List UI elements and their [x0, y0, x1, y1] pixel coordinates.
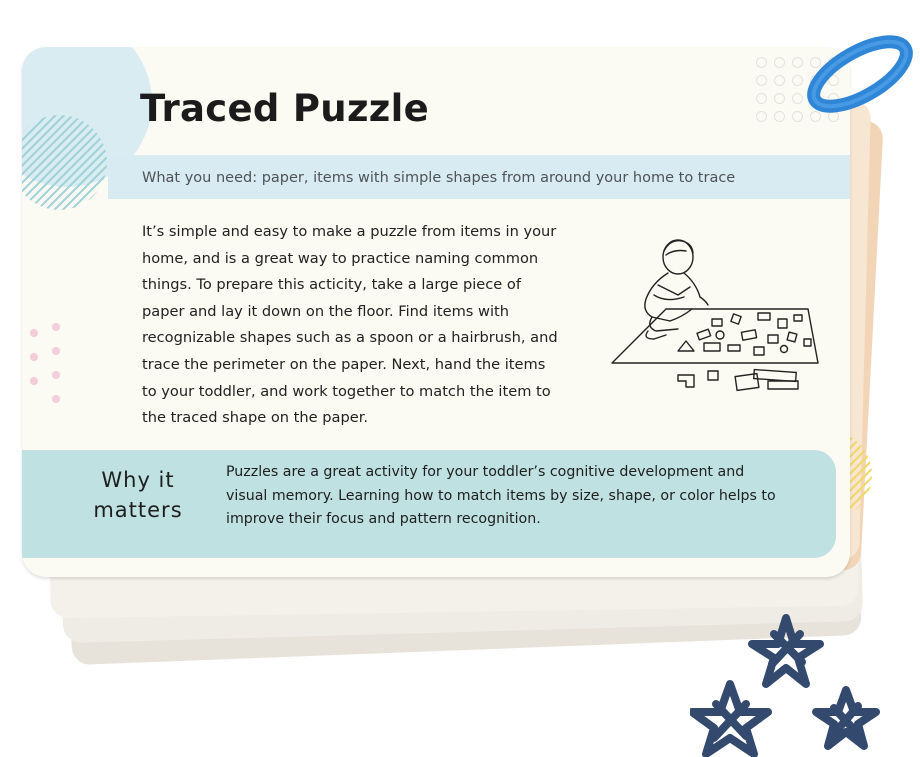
materials-text: What you need: paper, items with simple shapes from around your home to trace — [142, 170, 736, 186]
why-it-matters-heading — [78, 465, 198, 525]
instructions-line: the traced shape on the paper. — [142, 409, 368, 427]
ring-clip-icon — [760, 26, 920, 146]
instructions-line: trace the perimeter on the paper. Next, hand the items — [142, 355, 546, 373]
card-title: Traced Puzzle — [140, 87, 429, 130]
activity-card[interactable] — [22, 47, 850, 577]
hatched-circle-decoration — [22, 115, 107, 210]
instructions-text — [142, 219, 582, 432]
instructions-line: home, and is a great way to practice naming common — [142, 249, 539, 267]
why-heading-line: Why it — [101, 468, 175, 492]
instructions-line: recognizable shapes such as a spoon or a hairbrush, and — [142, 329, 558, 347]
star-doodle-icon — [692, 684, 768, 754]
star-doodles — [690, 600, 920, 757]
instructions-line: paper and lay it down on the floor. Find items with — [142, 302, 509, 320]
instructions-line: things. To prepare this acticity, take a large piece of — [142, 276, 521, 294]
star-doodle-icon — [752, 618, 820, 684]
instructions-line: It’s simple and easy to make a puzzle from items in your — [142, 223, 557, 240]
why-text-line: visual memory. Learning how to match items by size, shape, or color helps to — [226, 487, 776, 504]
instructions-line: to your toddler, and work together to match the item to — [142, 382, 551, 400]
child-puzzle-illustration — [608, 235, 822, 405]
why-text-line: Puzzles are a great activity for your toddler’s cognitive development and — [226, 464, 745, 480]
star-doodle-icon — [816, 690, 876, 746]
why-it-matters-text — [226, 461, 786, 532]
why-heading-line: matters — [93, 498, 183, 522]
why-text-line: improve their focus and pattern recognition. — [226, 511, 541, 527]
